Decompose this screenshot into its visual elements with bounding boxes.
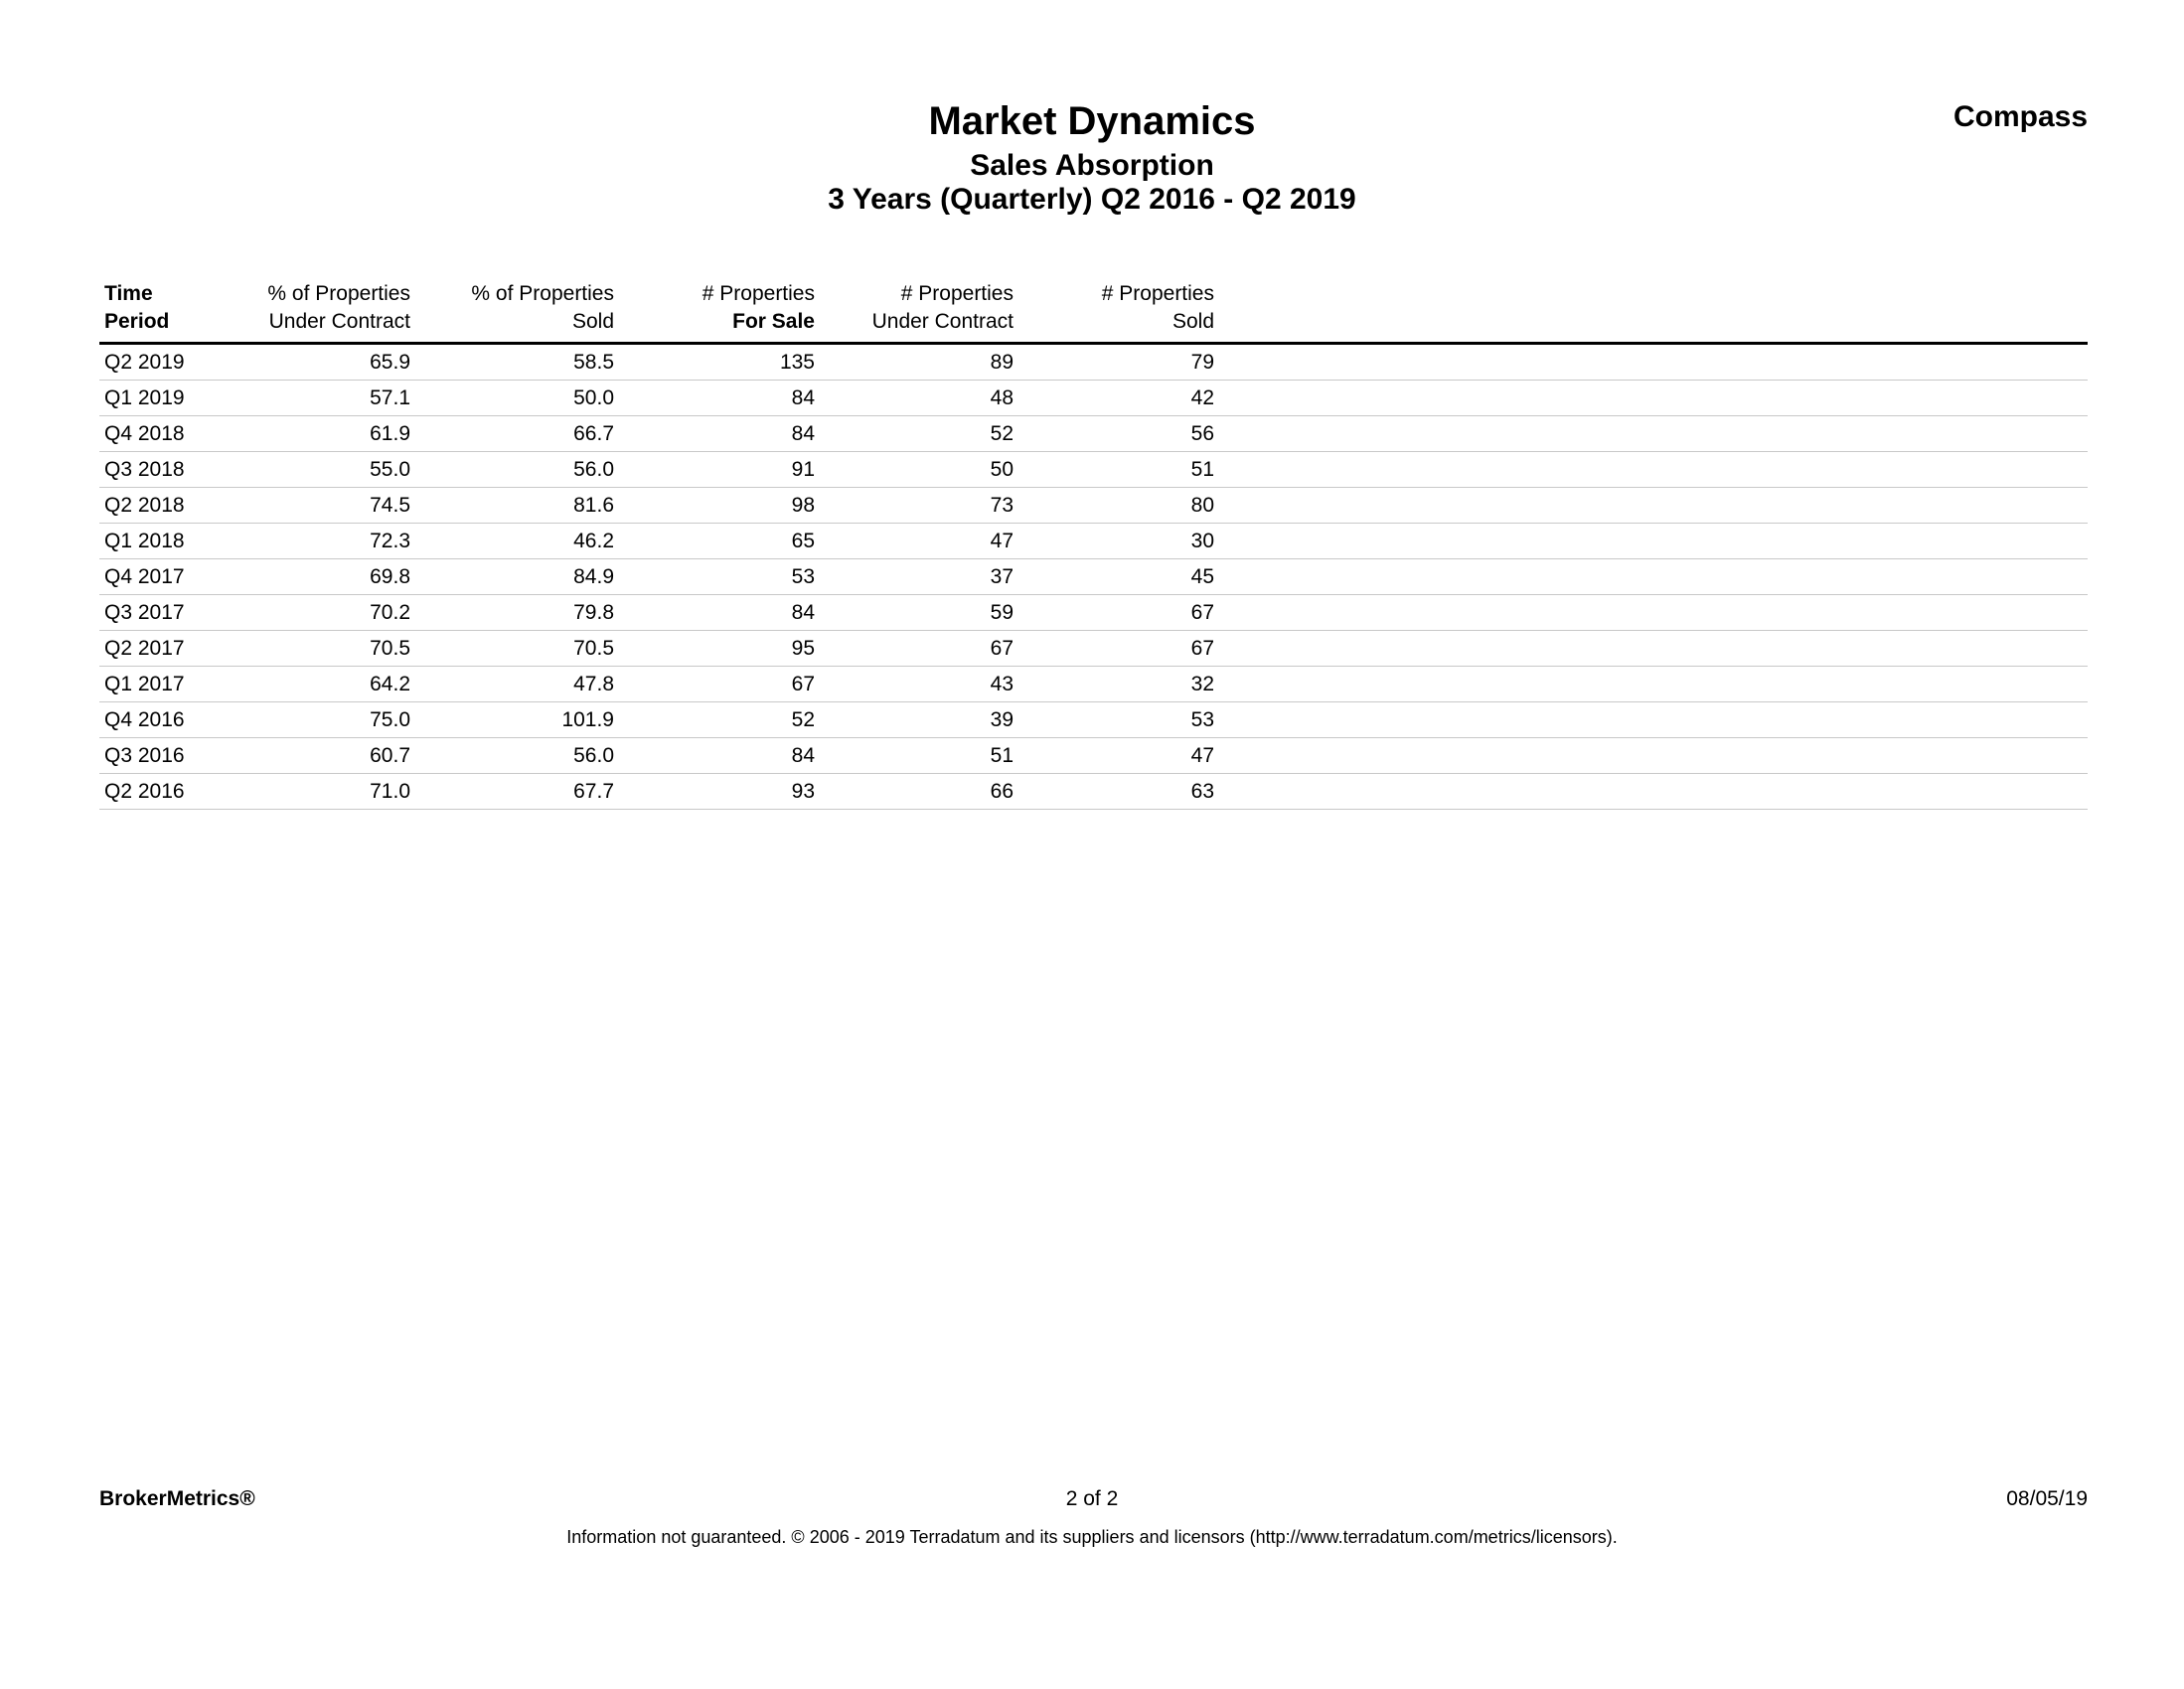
cell-pct-under-contract: 70.2 [197, 595, 415, 631]
cell-pct-sold: 50.0 [415, 381, 619, 416]
cell-pct-under-contract: 65.9 [197, 344, 415, 381]
col-header-line1: # Properties [900, 282, 1014, 305]
col-header-time-period [99, 280, 197, 344]
cell-time-period: Q2 2017 [99, 631, 197, 667]
col-header-line1: # Properties [702, 282, 815, 305]
col-header-num-under-contract [820, 280, 1018, 344]
table-row [99, 559, 2088, 595]
cell-num-for-sale: 52 [619, 702, 820, 738]
col-header-line2: Period [104, 310, 170, 333]
cell-num-under-contract: 73 [820, 488, 1018, 524]
cell-num-for-sale: 98 [619, 488, 820, 524]
col-header-line1: # Properties [1101, 282, 1214, 305]
table-row [99, 774, 2088, 810]
cell-pct-under-contract: 72.3 [197, 524, 415, 559]
col-header-line1: Time [104, 282, 153, 305]
cell-time-period: Q1 2019 [99, 381, 197, 416]
table-row [99, 452, 2088, 488]
cell-pct-sold: 47.8 [415, 667, 619, 702]
cell-num-under-contract: 39 [820, 702, 1018, 738]
cell-spacer [1219, 488, 2088, 524]
cell-num-under-contract: 48 [820, 381, 1018, 416]
cell-time-period: Q4 2018 [99, 416, 197, 452]
cell-pct-under-contract: 64.2 [197, 667, 415, 702]
cell-time-period: Q4 2017 [99, 559, 197, 595]
cell-num-sold: 32 [1018, 667, 1219, 702]
cell-spacer [1219, 416, 2088, 452]
cell-pct-under-contract: 70.5 [197, 631, 415, 667]
cell-num-sold: 67 [1018, 631, 1219, 667]
table-row [99, 631, 2088, 667]
cell-num-sold: 67 [1018, 595, 1219, 631]
cell-num-under-contract: 66 [820, 774, 1018, 810]
col-header-line1: % of Properties [267, 282, 410, 305]
cell-num-sold: 30 [1018, 524, 1219, 559]
cell-time-period: Q4 2016 [99, 702, 197, 738]
report-subtitle: Sales Absorption [970, 149, 1214, 182]
cell-num-sold: 42 [1018, 381, 1219, 416]
col-header-spacer [1219, 280, 2088, 344]
cell-pct-sold: 66.7 [415, 416, 619, 452]
cell-num-for-sale: 95 [619, 631, 820, 667]
cell-spacer [1219, 452, 2088, 488]
col-header-line2: Under Contract [268, 310, 410, 333]
cell-num-sold: 80 [1018, 488, 1219, 524]
report-date: 08/05/19 [2006, 1487, 2088, 1510]
cell-spacer [1219, 559, 2088, 595]
cell-spacer [1219, 738, 2088, 774]
cell-num-under-contract: 67 [820, 631, 1018, 667]
cell-pct-sold: 58.5 [415, 344, 619, 381]
cell-pct-under-contract: 55.0 [197, 452, 415, 488]
cell-num-for-sale: 53 [619, 559, 820, 595]
cell-time-period: Q2 2018 [99, 488, 197, 524]
cell-spacer [1219, 344, 2088, 381]
cell-pct-under-contract: 60.7 [197, 738, 415, 774]
cell-pct-under-contract: 75.0 [197, 702, 415, 738]
cell-time-period: Q3 2018 [99, 452, 197, 488]
page-number: 2 of 2 [1065, 1487, 1119, 1510]
cell-num-sold: 45 [1018, 559, 1219, 595]
cell-time-period: Q1 2017 [99, 667, 197, 702]
sales-absorption-table [99, 280, 2088, 810]
cell-spacer [1219, 702, 2088, 738]
table-row [99, 524, 2088, 559]
report-date-range: 3 Years (Quarterly) Q2 2016 - Q2 2019 [828, 183, 1356, 216]
table-row [99, 702, 2088, 738]
cell-num-under-contract: 37 [820, 559, 1018, 595]
cell-num-under-contract: 59 [820, 595, 1018, 631]
col-header-line1: % of Properties [471, 282, 614, 305]
cell-num-for-sale: 93 [619, 774, 820, 810]
col-header-pct-under-contract [197, 280, 415, 344]
cell-num-for-sale: 67 [619, 667, 820, 702]
cell-num-under-contract: 43 [820, 667, 1018, 702]
cell-num-under-contract: 50 [820, 452, 1018, 488]
cell-spacer [1219, 595, 2088, 631]
cell-pct-sold: 79.8 [415, 595, 619, 631]
cell-spacer [1219, 381, 2088, 416]
cell-num-under-contract: 51 [820, 738, 1018, 774]
cell-pct-sold: 56.0 [415, 452, 619, 488]
cell-time-period: Q2 2019 [99, 344, 197, 381]
cell-num-for-sale: 135 [619, 344, 820, 381]
cell-num-for-sale: 84 [619, 738, 820, 774]
cell-pct-sold: 81.6 [415, 488, 619, 524]
cell-num-sold: 51 [1018, 452, 1219, 488]
cell-num-sold: 53 [1018, 702, 1219, 738]
report-title: Market Dynamics [928, 99, 1256, 143]
cell-spacer [1219, 774, 2088, 810]
table-row [99, 488, 2088, 524]
brand-name: Compass [1952, 100, 2088, 133]
cell-num-under-contract: 47 [820, 524, 1018, 559]
cell-spacer [1219, 524, 2088, 559]
cell-spacer [1219, 631, 2088, 667]
col-header-line2: Sold [571, 310, 614, 333]
col-header-num-sold [1018, 280, 1219, 344]
cell-time-period: Q3 2016 [99, 738, 197, 774]
cell-num-for-sale: 84 [619, 416, 820, 452]
cell-num-sold: 56 [1018, 416, 1219, 452]
cell-pct-under-contract: 61.9 [197, 416, 415, 452]
col-header-line2: For Sale [732, 310, 815, 333]
cell-num-under-contract: 52 [820, 416, 1018, 452]
cell-num-for-sale: 65 [619, 524, 820, 559]
cell-num-for-sale: 84 [619, 381, 820, 416]
table-row [99, 738, 2088, 774]
cell-pct-under-contract: 57.1 [197, 381, 415, 416]
cell-num-sold: 79 [1018, 344, 1219, 381]
cell-pct-sold: 70.5 [415, 631, 619, 667]
table-row [99, 595, 2088, 631]
cell-pct-sold: 67.7 [415, 774, 619, 810]
cell-time-period: Q1 2018 [99, 524, 197, 559]
cell-time-period: Q2 2016 [99, 774, 197, 810]
cell-spacer [1219, 667, 2088, 702]
cell-num-sold: 47 [1018, 738, 1219, 774]
cell-pct-sold: 84.9 [415, 559, 619, 595]
cell-pct-sold: 101.9 [415, 702, 619, 738]
cell-pct-sold: 56.0 [415, 738, 619, 774]
cell-num-for-sale: 91 [619, 452, 820, 488]
col-header-line2: Sold [1171, 310, 1214, 333]
cell-num-under-contract: 89 [820, 344, 1018, 381]
col-header-line2: Under Contract [871, 310, 1014, 333]
col-header-num-for-sale [619, 280, 820, 344]
table-row [99, 344, 2088, 381]
table-row [99, 667, 2088, 702]
cell-pct-under-contract: 69.8 [197, 559, 415, 595]
table-row [99, 416, 2088, 452]
col-header-pct-sold [415, 280, 619, 344]
footer-product-name: BrokerMetrics® [99, 1487, 255, 1510]
cell-num-sold: 63 [1018, 774, 1219, 810]
table-header-row [99, 280, 2088, 344]
table-row [99, 381, 2088, 416]
cell-pct-under-contract: 71.0 [197, 774, 415, 810]
cell-num-for-sale: 84 [619, 595, 820, 631]
cell-pct-under-contract: 74.5 [197, 488, 415, 524]
cell-time-period: Q3 2017 [99, 595, 197, 631]
cell-pct-sold: 46.2 [415, 524, 619, 559]
disclaimer-text: Information not guaranteed. © 2006 - 2019 Terradatum and its suppliers and licensors (http://www.terradatum.com/metrics/licensors). [566, 1527, 1618, 1547]
